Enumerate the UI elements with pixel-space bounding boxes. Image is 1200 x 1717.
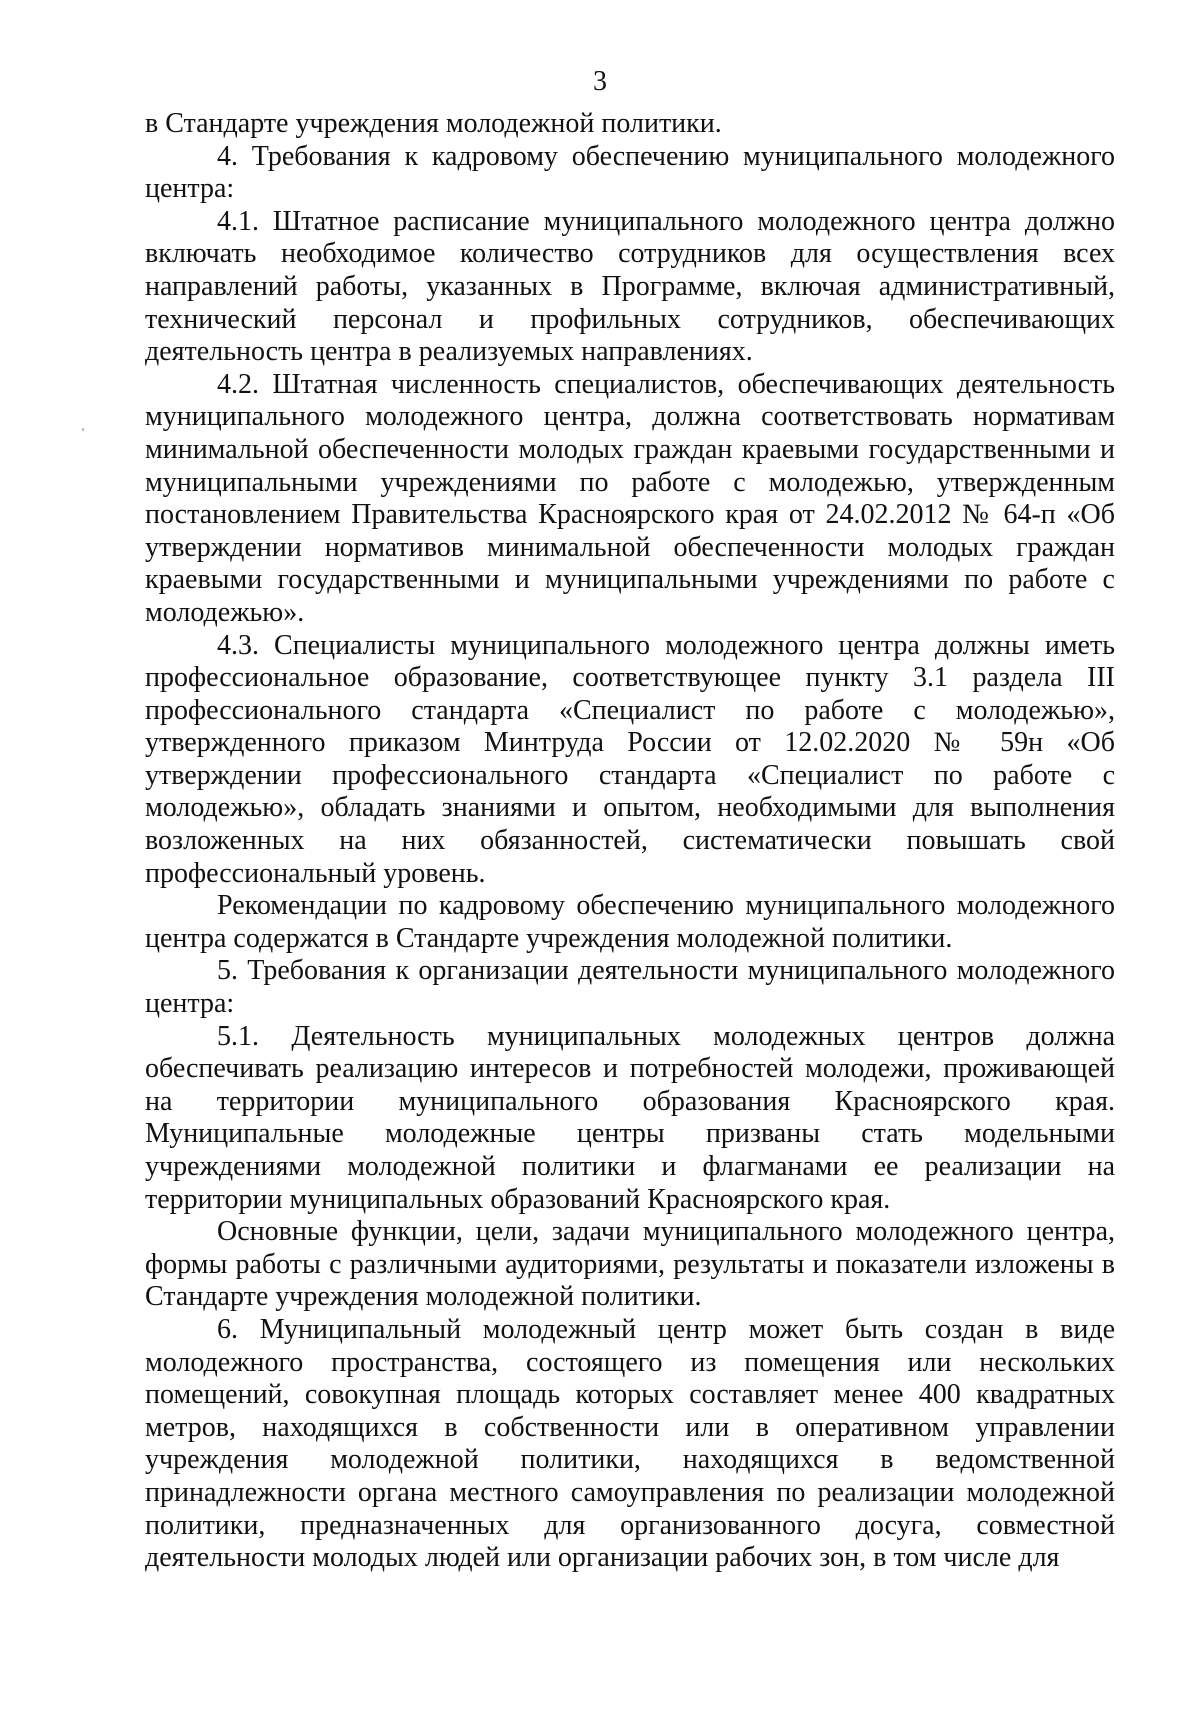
page-number: 3	[593, 66, 607, 97]
paragraph-continuation: в Стандарте учреждения молодежной политики.	[145, 108, 722, 139]
document-body	[145, 108, 1115, 1575]
paragraph-4-1: 4.1. Штатное расписание муниципального молодежного центра должно включать необходимое количество сотрудников для осуществления всех направлений работы, указанных в Программе, включая административный, технический персонал и профильных сотрудников, обеспечивающих деятельность центра в реализуемых направлениях.	[145, 205, 1115, 368]
paragraph-4-2: 4.2. Штатная численность специалистов, обеспечивающих деятельность муниципального молодежного центра, должна соответствовать нормативам минимальной обеспеченности молодых граждан краевыми государственными и муниципальными учреждениями по работе с молодежью, утвержденным постановлением Правительства Красноярского края от 24.02.2012 № 64-п «Об утверждении нормативов минимальной обеспеченности молодых граждан краевыми государственными и муниципальными учреждениями по работе с молодежью».	[145, 368, 1115, 628]
paragraph-section-4: 4. Требования к кадровому обеспечению муниципального молодежного центра:	[145, 140, 1115, 205]
paragraph-5-1: 5.1. Деятельность муниципальных молодежных центров должна обеспечивать реализацию интересов и потребностей молодежи, проживающей на территории муниципального образования Красноярского края. Муниципальные молодежные центры призваны стать модельными учреждениями молодежной политики и флагманами ее реализации на территории муниципальных образований Красноярского края.	[145, 1020, 1115, 1215]
paragraph-section-6: 6. Муниципальный молодежный центр может быть создан в виде молодежного пространства, состоящего из помещения или нескольких помещений, совокупная площадь которых составляет менее 400 квадратных метров, находящихся в собственности или в оперативном управлении учреждения молодежной политики, находящихся в ведомственной принадлежности органа местного самоуправления по реализации молодежной политики, предназначенных для организованного досуга, совместной деятельности молодых людей или организации рабочих зон, в том числе для	[145, 1313, 1115, 1574]
paragraph-section-5: 5. Требования к организации деятельности муниципального молодежного центра:	[145, 955, 1115, 1020]
paragraph-staffing-recommendations: Рекомендации по кадровому обеспечению муниципального молодежного центра содержатся в Стандарте учреждения молодежной политики.	[145, 890, 1115, 954]
scan-artifact	[82, 428, 84, 431]
paragraph-main-functions: Основные функции, цели, задачи муниципального молодежного центра, формы работы с различными аудиториями, результаты и показатели изложены в Стандарте учреждения молодежной политики.	[145, 1216, 1115, 1313]
paragraph-4-3: 4.3. Специалисты муниципального молодежного центра должны иметь профессиональное образование, соответствующее пункту 3.1 раздела III профессионального стандарта «Специалист по работе с молодежью», утвержденного приказом Минтруда России от 12.02.2020 № 59н «Об утверждении профессионального стандарта «Специалист по работе с молодежью», обладать знаниями и опытом, необходимыми для выполнения возложенных на них обязанностей, систематически повышать свой профессиональный уровень.	[145, 629, 1115, 889]
